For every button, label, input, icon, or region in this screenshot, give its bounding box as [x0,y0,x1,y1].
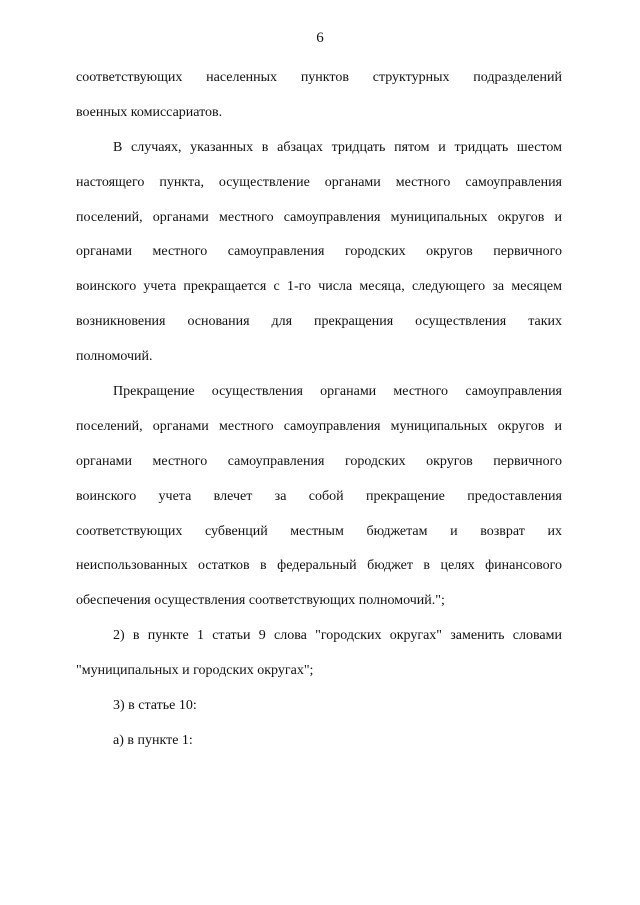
text-line: настоящего пункта, осуществление органами местного самоуправления [76,174,562,190]
text-line: обеспечения осуществления соответствующих полномочий."; [76,593,445,609]
text-line: "муниципальных и городских округах"; [76,663,314,679]
text-line: полномочий. [76,349,153,365]
text-line: органами местного самоуправления городских округов первичного [76,244,562,260]
text-line: поселений, органами местного самоуправления муниципальных округов и [76,418,562,434]
text-line: возникновения основания для прекращения осуществления таких [76,314,562,330]
text-line: а) в пункте 1: [113,732,193,748]
text-line: В случаях, указанных в абзацах тридцать пятом и тридцать шестом [113,139,562,155]
text-line: поселений, органами местного самоуправления муниципальных округов и [76,209,562,225]
text-line: неиспользованных остатков в федеральный бюджет в целях финансового [76,558,562,574]
text-line: Прекращение осуществления органами местного самоуправления [113,384,562,400]
text-line: органами местного самоуправления городских округов первичного [76,453,562,469]
text-line: 2) в пункте 1 статьи 9 слова "городских округах" заменить словами [113,628,562,644]
text-line: соответствующих населенных пунктов структурных подразделений [76,70,562,85]
text-line: воинского учета влечет за собой прекращение предоставления [76,488,562,504]
text-line: 3) в статье 10: [113,698,197,714]
document-body [76,68,562,766]
text-line: военных комиссариатов. [76,104,223,120]
text-line: воинского учета прекращается с 1-го числа месяца, следующего за месяцем [76,279,562,295]
page-number: 6 [316,30,324,46]
text-line: соответствующих субвенций местным бюджетам и возврат их [76,523,562,539]
